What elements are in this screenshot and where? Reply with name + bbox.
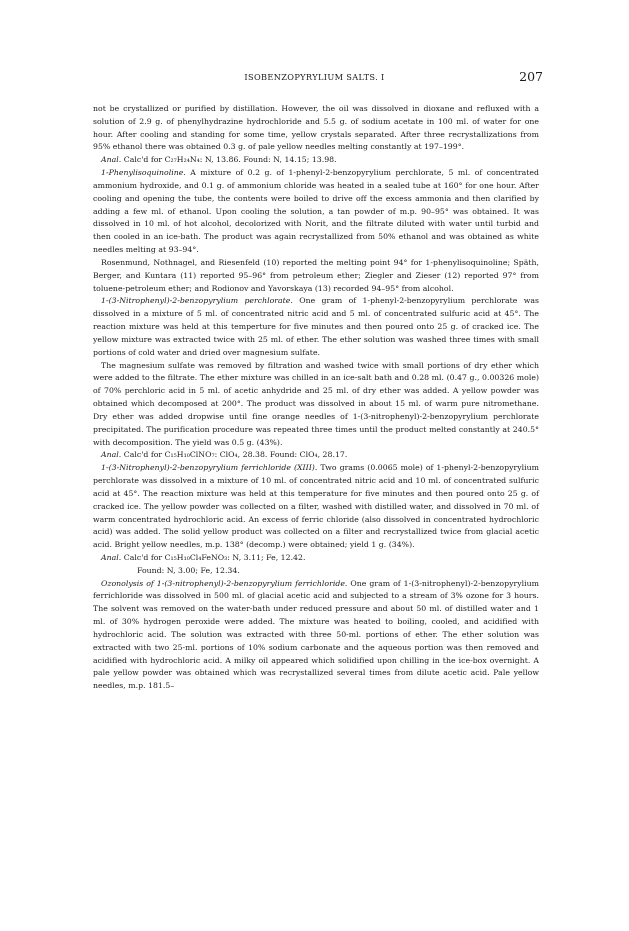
analysis-paragraph bbox=[93, 552, 539, 565]
paragraph-text: Rosenmund, Nothnagel, and Riesenfeld (10) reported the melting point 94° for 1-phenylisoquinoline; Späth, Berger, and Kuntara (11) reported 95–96° from petroleum ether; Ziegler and Zieser (12) reported 97° from toluene-petroleum ether; and Rodionov and Yavorskaya (13) recorded 94–95° from alcohol. bbox=[93, 257, 539, 293]
section-heading: 1-(3-Nitrophenyl)-2-benzopyrylium ferrichloride (XIII). bbox=[101, 463, 318, 473]
section-heading: 1-(3-Nitrophenyl)-2-benzopyrylium perchlorate. bbox=[101, 296, 293, 306]
running-head bbox=[0, 69, 629, 86]
paragraph-text: One gram of 1-(3-nitrophenyl)-2-benzopyrylium ferrichloride was dissolved in 500 ml. of glacial acetic acid and subjected to a stream of 3% ozone for 3 hours. The solvent was removed on the water-bath under reduced pressure and about 50 ml. of distilled water and 1 ml. of 30% hydrogen peroxide were added. The mixture was heated to boiling, cooled, and acidified with hydrochloric acid. The solution was extracted with three 50-ml. portions of ether. The ether solution was extracted with two 25-ml. portions of 10% sodium carbonate and the aqueous portion was then removed and acidified with hydrochloric acid. A milky oil appeared which solidified upon chilling in the ice-box overnight. A pale yellow powder was obtained which was recrystallized several times from dilute acetic acid. Pale yellow needles, m.p. 181.5– bbox=[93, 578, 539, 691]
section-paragraph bbox=[93, 578, 539, 693]
analysis-paragraph bbox=[93, 449, 539, 462]
paragraph-text: Two grams (0.0065 mole) of 1-phenyl-2-benzopyrylium perchlorate was dissolved in a mixture of 10 ml. of concentrated nitric acid and 10 ml. of concentrated sulfuric acid at 45°. The reaction mixture was held at this temperature for five minutes and then poured onto 25 g. of cracked ice. The yellow powder was collected on a filter, washed with distilled water, and dissolved in 70 ml. of warm concentrated hydrochloric acid. An excess of ferric chloride (also dissolved in concentrated hydrochloric acid) was added. The solid yellow product was collected on a filter and recrystallized twice from glacial acetic acid. Bright yellow needles, m.p. 138° (decomp.) were obtained; yield 1 g. (34%). bbox=[93, 463, 539, 550]
page-number: 207 bbox=[519, 69, 543, 84]
body-text bbox=[93, 103, 539, 693]
analysis-paragraph bbox=[93, 154, 539, 167]
paragraph-lead: Anal. bbox=[101, 155, 122, 165]
section-heading: Ozonolysis of 1-(3-nitrophenyl)-2-benzopyrylium ferrichloride. bbox=[101, 578, 348, 588]
paragraph-lead: Anal. bbox=[101, 552, 122, 562]
paragraph bbox=[93, 360, 539, 450]
running-title: ISOBENZOPYRYLIUM SALTS. I bbox=[244, 72, 385, 82]
section-paragraph bbox=[93, 167, 539, 257]
section-paragraph bbox=[93, 462, 539, 552]
paragraph-text: Found: N, 3.00; Fe, 12.34. bbox=[137, 565, 240, 575]
paragraph-text: Calc'd for C₁₅H₁₀ClNO₇: ClO₄, 28.38. Found: ClO₄, 28.17. bbox=[121, 450, 348, 460]
section-paragraph bbox=[93, 295, 539, 359]
paragraph bbox=[93, 257, 539, 295]
paragraph-text: The magnesium sulfate was removed by filtration and washed twice with small portions of dry ether which were added to the filtrate. The ether mixture was chilled in an ice-salt bath and 0.28 ml. (0.47 g., 0.00326 mole) of 70% perchloric acid in 5 ml. of acetic anhydride and 25 ml. of dry ether was added. A yellow powder was obtained which decomposed at 200°. The product was dissolved in about 15 ml. of warm pure nitromethane. Dry ether was added dropwise until fine orange needles of 1-(3-nitrophenyl)-2-benzopyrylium perchlorate precipitated. The purification procedure was repeated three times until the product melted constantly at 240.5° with decomposition. The yield was 0.5 g. (43%). bbox=[93, 360, 539, 447]
paragraph bbox=[93, 103, 539, 154]
paragraph-text: Calc'd for C₁₅H₁₀Cl₄FeNO₃: N, 3.11; Fe, 12.42. bbox=[121, 552, 306, 562]
paragraph-text: One gram of 1-phenyl-2-benzopyrylium perchlorate was dissolved in a mixture of 5 ml. of concentrated nitric acid and 5 ml. of concentrated sulfuric acid at 45°. The reaction mixture was held at this temperture for five minutes and then poured onto 25 g. of cracked ice. The yellow mixture was extracted twice with 25 ml. of ether. The ether solution was washed three times with small portions of cold water and dried over magnesium sulfate. bbox=[93, 296, 539, 357]
analysis-found-line bbox=[93, 565, 539, 578]
section-heading: 1-Phenylisoquinoline. bbox=[101, 168, 186, 178]
paragraph-text: A mixture of 0.2 g. of 1-phenyl-2-benzopyrylium perchlorate, 5 ml. of concentrated ammonium hydroxide, and 0.1 g. of ammonium chloride was heated in a sealed tube at 160° for one hour. After cooling and opening the tube, the contents were boiled to drive off the excess ammonia and then clarified by adding a few ml. of ethanol. Upon cooling the solution, a tan powder of m.p. 90–95° was obtained. It was dissolved in 10 ml. of hot alcohol, decolorized with Norit, and the filtrate diluted with water until turbid and then cooled in an ice-bath. The product was again recrystallized from 50% ethanol and was obtained as white needles melting at 93–94°. bbox=[93, 168, 539, 255]
paragraph-lead: Anal. bbox=[101, 450, 122, 460]
paragraph-text: not be crystallized or purified by distillation. However, the oil was dissolved in dioxane and refluxed with a solution of 2.9 g. of phenylhydrazine hydrochloride and 5.5 g. of sodium acetate in 100 ml. of water for one hour. After cooling and standing for some time, yellow crystals separated. After three recrystallizations from 95% ethanol there was obtained 0.3 g. of pale yellow needles melting constantly at 197–199°. bbox=[93, 104, 539, 152]
paragraph-text: Calc'd for C₂₇H₂₄N₄: N, 13.86. Found: N, 14.15; 13.98. bbox=[121, 155, 337, 165]
